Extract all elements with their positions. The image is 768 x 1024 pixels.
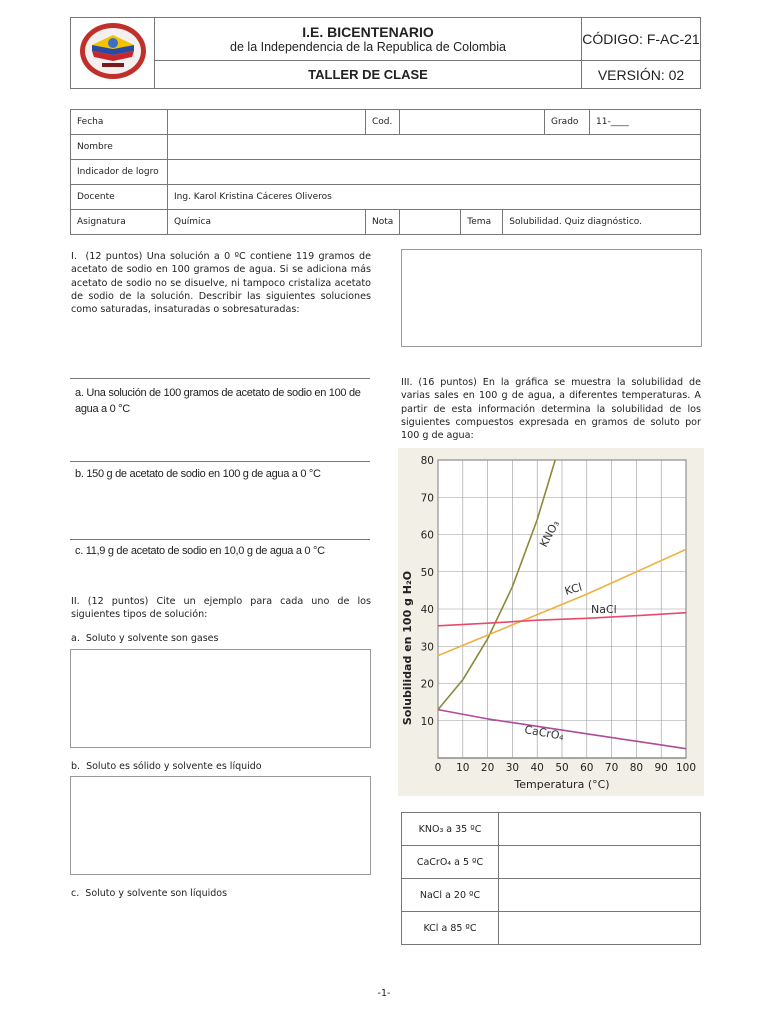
fecha-field[interactable] bbox=[168, 110, 366, 135]
question-2-text: II. (12 puntos) Cite un ejemplo para cada uno de los siguientes tipos de solución: bbox=[71, 596, 371, 621]
title-cell bbox=[155, 18, 582, 61]
x-tick-label: 20 bbox=[480, 762, 495, 774]
answer-cell-nacl[interactable] bbox=[499, 879, 701, 912]
question-2b: b. Soluto es sólido y solvente es líquido bbox=[71, 761, 262, 772]
cod-field[interactable] bbox=[400, 110, 545, 135]
question-1a: a. Una solución de 100 gramos de acetato de sodio en 100 de agua a 0 °C bbox=[75, 387, 361, 415]
solubility-chart bbox=[398, 448, 704, 796]
x-tick-label: 80 bbox=[629, 762, 644, 774]
answer-cell-kno3[interactable] bbox=[499, 813, 701, 846]
question-2a: a. Soluto y solvente son gases bbox=[71, 633, 219, 644]
y-tick-label: 10 bbox=[420, 715, 434, 728]
indicador-field[interactable] bbox=[168, 160, 701, 185]
document-code: CÓDIGO: F-AC-21 bbox=[582, 18, 701, 61]
document-version: VERSIÓN: 02 bbox=[582, 61, 701, 89]
x-axis-label: Temperatura (°C) bbox=[514, 778, 610, 791]
document-type: TALLER DE CLASE bbox=[155, 61, 582, 89]
row-label-kno3: KNO₃ a 35 ºC bbox=[402, 813, 499, 846]
row-label-cacro4: CaCrO₄ a 5 ºC bbox=[402, 846, 499, 879]
answer-cell-kcl[interactable] bbox=[499, 912, 701, 945]
answer-cell-cacro4[interactable] bbox=[499, 846, 701, 879]
question-2b-answer-box[interactable] bbox=[70, 776, 371, 875]
row-label-kcl: KCl a 85 ºC bbox=[402, 912, 499, 945]
logo-cell bbox=[71, 18, 155, 89]
header-table bbox=[70, 17, 701, 89]
asignatura-label: Asignatura bbox=[71, 210, 168, 235]
grado-field[interactable]: 11-____ bbox=[590, 110, 701, 135]
tema-value: Solubilidad. Quiz diagnóstico. bbox=[503, 210, 701, 235]
divider-1b bbox=[70, 461, 370, 462]
series-label-cacro4: CaCrO₄ bbox=[523, 723, 565, 743]
school-logo-icon bbox=[78, 21, 148, 81]
y-tick-label: 20 bbox=[420, 678, 434, 691]
question-2a-answer-box[interactable] bbox=[70, 649, 371, 748]
y-axis-label: Solubilidad en 100 g H₂O bbox=[401, 570, 414, 726]
student-info-table bbox=[70, 109, 701, 235]
series-label-kcl: KCl bbox=[563, 580, 584, 598]
question-1-answer-box[interactable] bbox=[401, 249, 702, 347]
nombre-label: Nombre bbox=[71, 135, 168, 160]
nombre-field[interactable] bbox=[168, 135, 701, 160]
x-tick-label: 10 bbox=[456, 762, 470, 774]
cod-label: Cod. bbox=[366, 110, 400, 135]
grado-label: Grado bbox=[545, 110, 590, 135]
y-tick-label: 50 bbox=[420, 566, 434, 579]
x-tick-label: 100 bbox=[675, 762, 697, 774]
question-2c: c. Soluto y solvente son líquidos bbox=[71, 888, 228, 899]
indicador-label: Indicador de logro bbox=[71, 160, 168, 185]
question-1c: c. 11,9 g de acetato de sodio en 10,0 g de agua a 0 °C bbox=[75, 545, 325, 557]
fecha-label: Fecha bbox=[71, 110, 168, 135]
institution-name: I.E. BICENTENARIO bbox=[302, 24, 434, 40]
divider-1c bbox=[70, 539, 370, 540]
y-tick-label: 60 bbox=[420, 529, 434, 542]
x-tick-label: 90 bbox=[654, 762, 668, 774]
asignatura-value: Química bbox=[168, 210, 366, 235]
x-tick-label: 60 bbox=[580, 762, 594, 774]
row-label-nacl: NaCl a 20 ºC bbox=[402, 879, 499, 912]
x-tick-label: 70 bbox=[604, 762, 619, 774]
solubility-chart-panel bbox=[398, 448, 704, 796]
page-number: -1- bbox=[377, 988, 391, 999]
answer-table-q3 bbox=[401, 812, 701, 945]
question-1b: b. 150 g de acetato de sodio en 100 g de agua a 0 °C bbox=[75, 468, 321, 480]
y-tick-label: 30 bbox=[420, 641, 434, 654]
y-tick-label: 80 bbox=[420, 455, 434, 467]
nota-label: Nota bbox=[366, 210, 400, 235]
x-tick-label: 40 bbox=[530, 762, 544, 774]
y-tick-label: 70 bbox=[420, 492, 434, 505]
question-1-text: I. (12 puntos) Una solución a 0 ºC contiene 119 gramos de acetato de sodio en 100 gramos de agua. Si se adiciona más acetato de sodio no se disuelve, ni tampoco cristaliza acetato de sodio de la solución. Describir las siguientes soluciones como saturadas, insaturadas o sobresaturadas: bbox=[71, 251, 371, 316]
question-3-text: III. (16 puntos) En la gráfica se muestra la solubilidad de varias sales en 100 g de agua, a diferentes temperaturas. A partir de esta información determina la solubilidad de los siguientes compuestos expresada en gramos de soluto por 100 g de agua: bbox=[401, 377, 701, 442]
docente-label: Docente bbox=[71, 185, 168, 210]
tema-label: Tema bbox=[461, 210, 503, 235]
series-label-nacl: NaCl bbox=[591, 603, 617, 616]
x-tick-label: 50 bbox=[555, 762, 569, 774]
institution-subtitle: de la Independencia de la Republica de Colombia bbox=[230, 40, 506, 54]
x-tick-label: 30 bbox=[505, 762, 520, 774]
x-tick-label: 0 bbox=[434, 762, 442, 774]
series-label-kno3: KNO₃ bbox=[537, 518, 563, 550]
divider-1a bbox=[70, 378, 370, 379]
y-tick-label: 40 bbox=[420, 604, 434, 616]
nota-field[interactable] bbox=[400, 210, 461, 235]
docente-value: Ing. Karol Kristina Cáceres Oliveros bbox=[168, 185, 701, 210]
